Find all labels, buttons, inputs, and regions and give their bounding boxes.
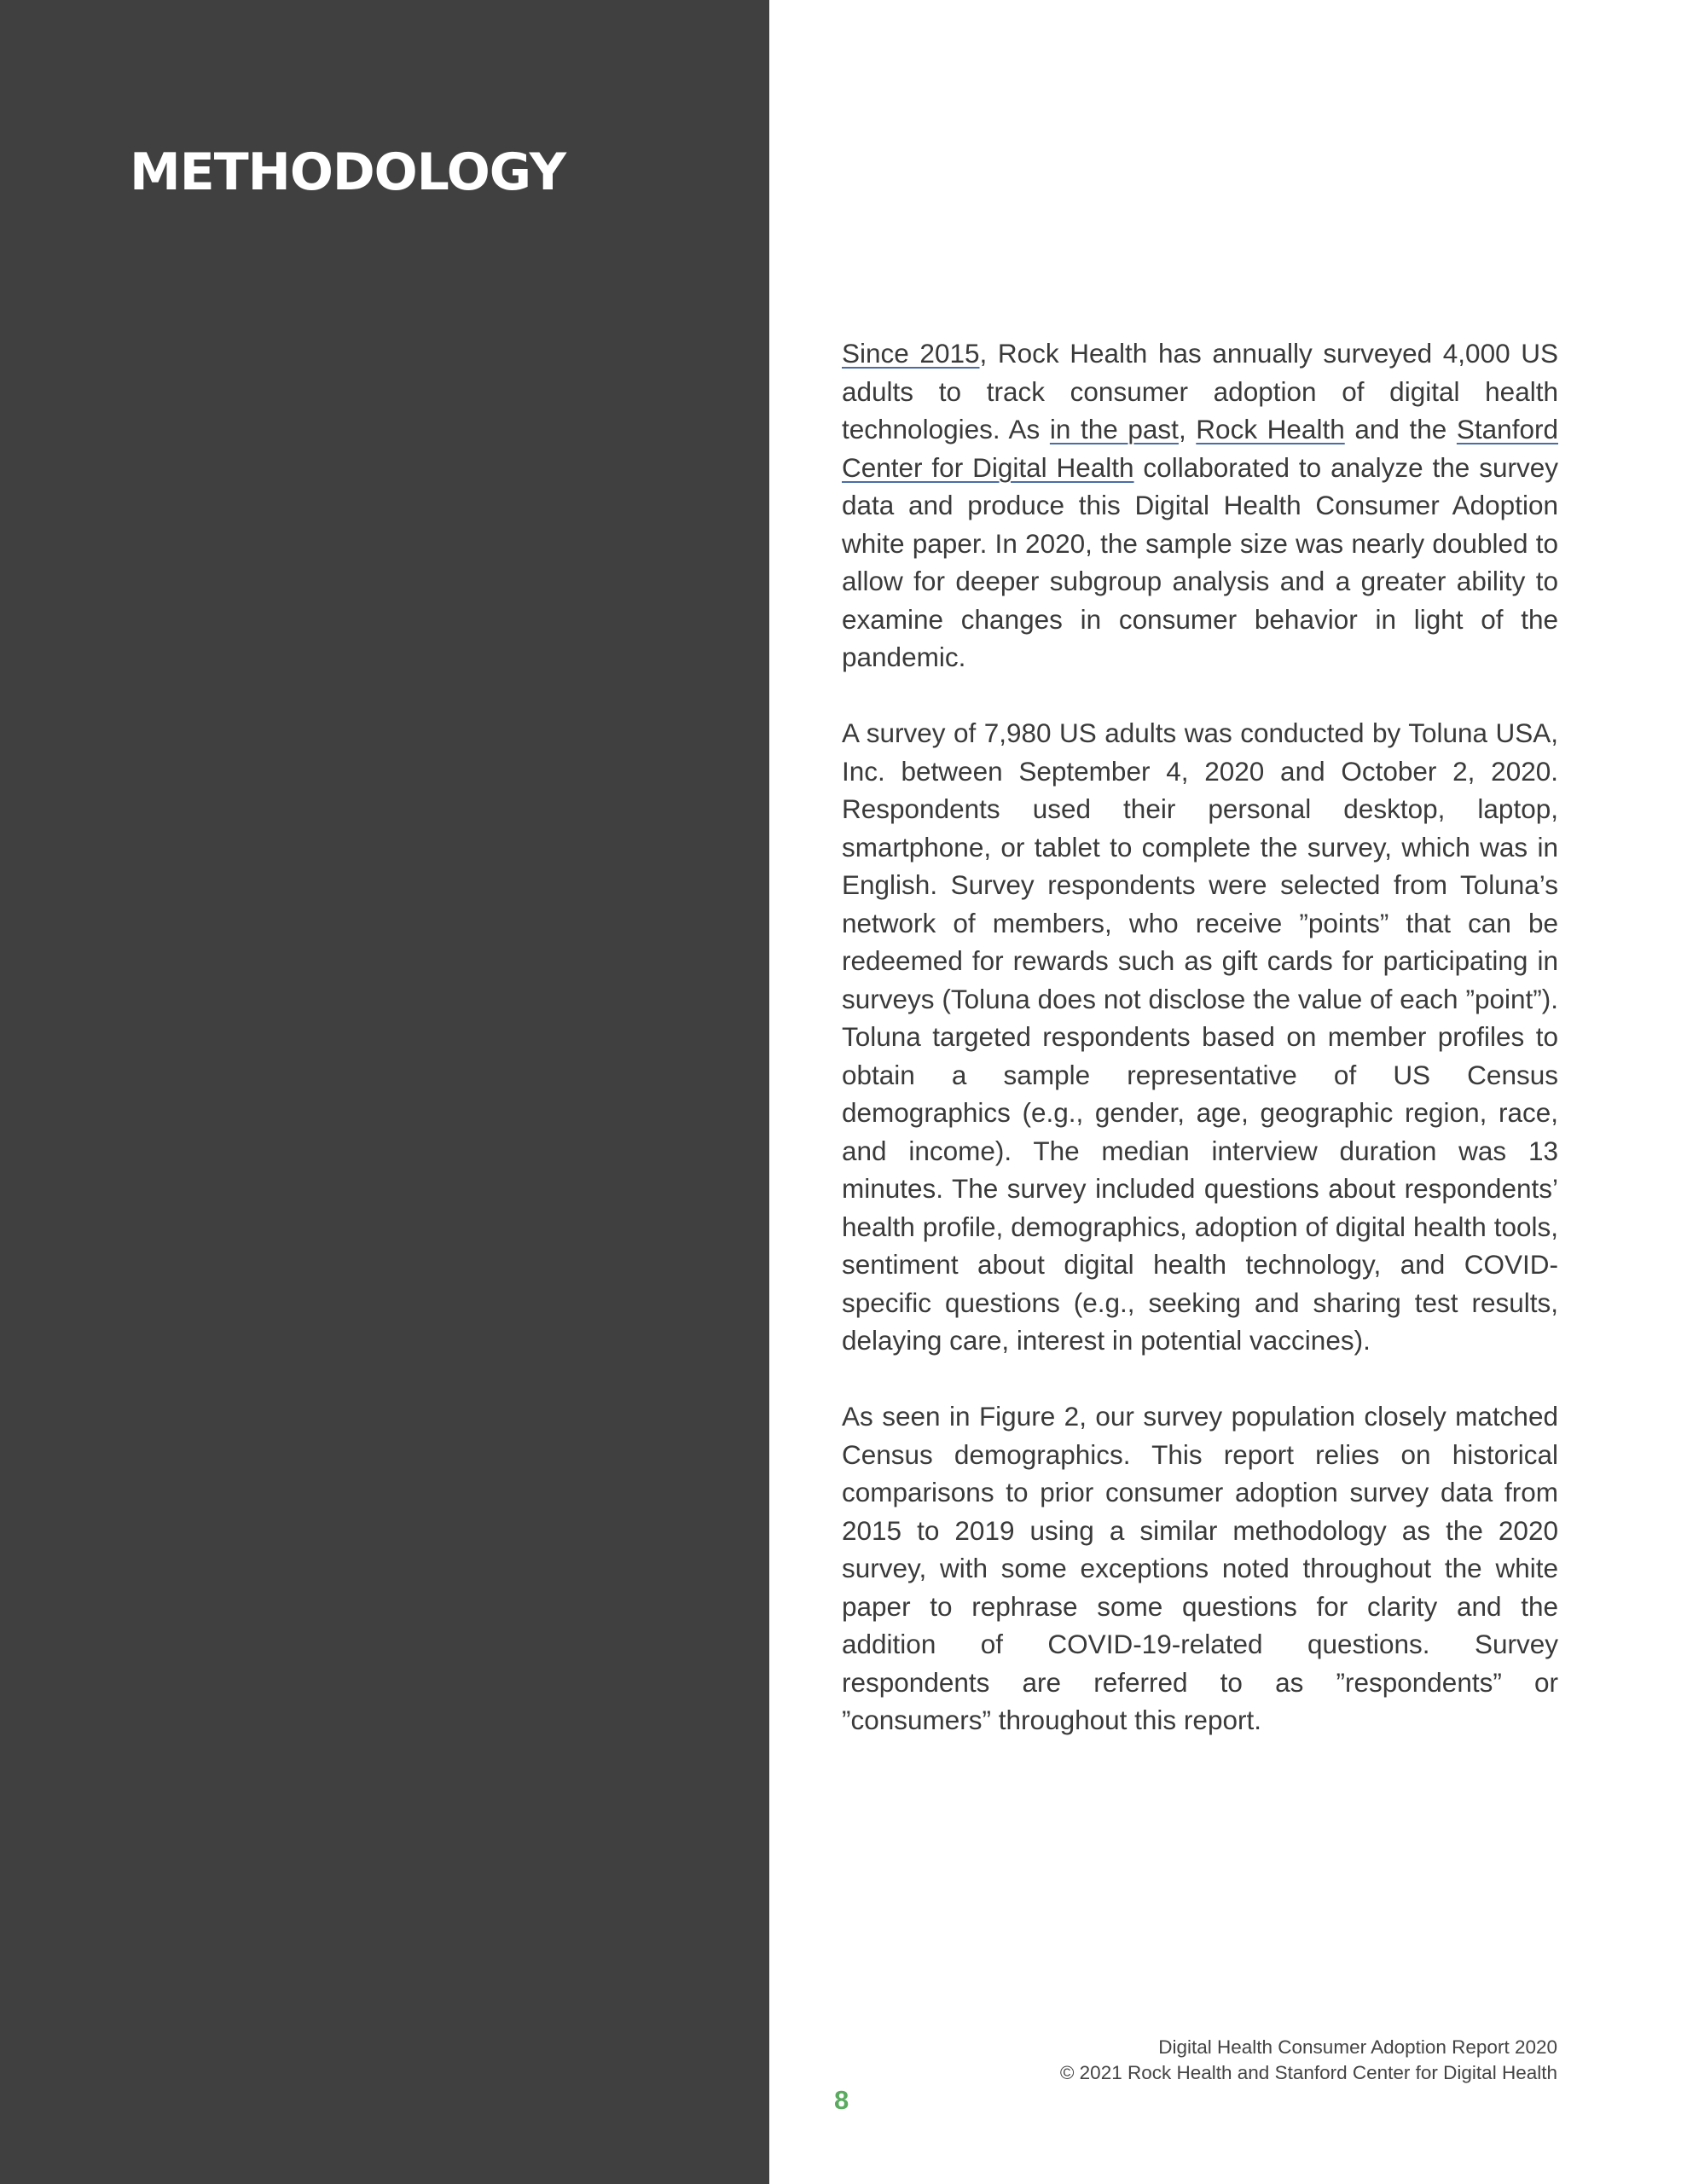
footer-copyright: © 2021 Rock Health and Stanford Center for Digital Health <box>1059 2062 1557 2083</box>
link-rock-health[interactable]: Rock Health <box>1196 414 1345 444</box>
link-in-the-past[interactable]: in the past <box>1049 414 1179 444</box>
footer-report-title: Digital Health Consumer Adoption Report 2020 <box>1158 2036 1557 2058</box>
link-stanford-center[interactable]: Stanford Center for Digital Health <box>842 414 1558 483</box>
paragraph-census-comparison: As seen in Figure 2, our survey population closely matched Census demographics. This report relies on historical comparisons to prior consumer adoption survey data from 2015 to 2019 using a similar methodology as the 2020 survey, with some exceptions noted throughout the white paper to rephrase some questions for clarity and the addition of COVID-19-related questions. Survey respondents are referred to as ”respondents” or ”consumers” throughout this report. <box>842 1401 1558 1735</box>
paragraph-intro-text-3: and the <box>1344 414 1457 444</box>
sidebar-panel <box>0 0 769 2184</box>
paragraph-intro-text-2: , <box>1178 414 1197 444</box>
body-text <box>842 334 1558 1777</box>
paragraph-intro-text-1: , Rock Health has annually surveyed 4,000 US adults to track consumer adoption of digital health technologies. As <box>842 338 1558 444</box>
paragraph-intro <box>842 334 1558 677</box>
paragraph-intro-text-4: collaborated to analyze the survey data and produce this Digital Health Consumer Adoption white paper. In 2020, the sample size was nearly doubled to allow for deeper subgroup analysis and a greater ability to examine changes in consumer behavior in light of the pandemic. <box>842 451 1558 672</box>
page-title: METHODOLOGY <box>130 142 566 202</box>
paragraph-survey-details: A survey of 7,980 US adults was conducted by Toluna USA, Inc. between September 4, 2020 and October 2, 2020. Respondents used their personal desktop, laptop, smartphone, or tablet to complete the survey, which was in English. Survey respondents were selected from Toluna’s network of members, who receive ”points” that can be redeemed for rewards such as gift cards for participating in surveys (Toluna does not disclose the value of each ”point”). Toluna targeted respondents based on member profiles to obtain a sample representative of US Census demographics (e.g., gender, age, geographic region, race, and income). The median interview duration was 13 minutes. The survey included questions about respondents’ health profile, demographics, adoption of digital health tools, sentiment about digital health technology, and COVID-specific questions (e.g., seeking and sharing test results, delaying care, interest in potential vaccines). <box>842 717 1558 1356</box>
page-footer <box>1060 2035 1557 2086</box>
link-since-2015[interactable]: Since 2015 <box>842 338 980 369</box>
page-number: 8 <box>834 2085 849 2115</box>
